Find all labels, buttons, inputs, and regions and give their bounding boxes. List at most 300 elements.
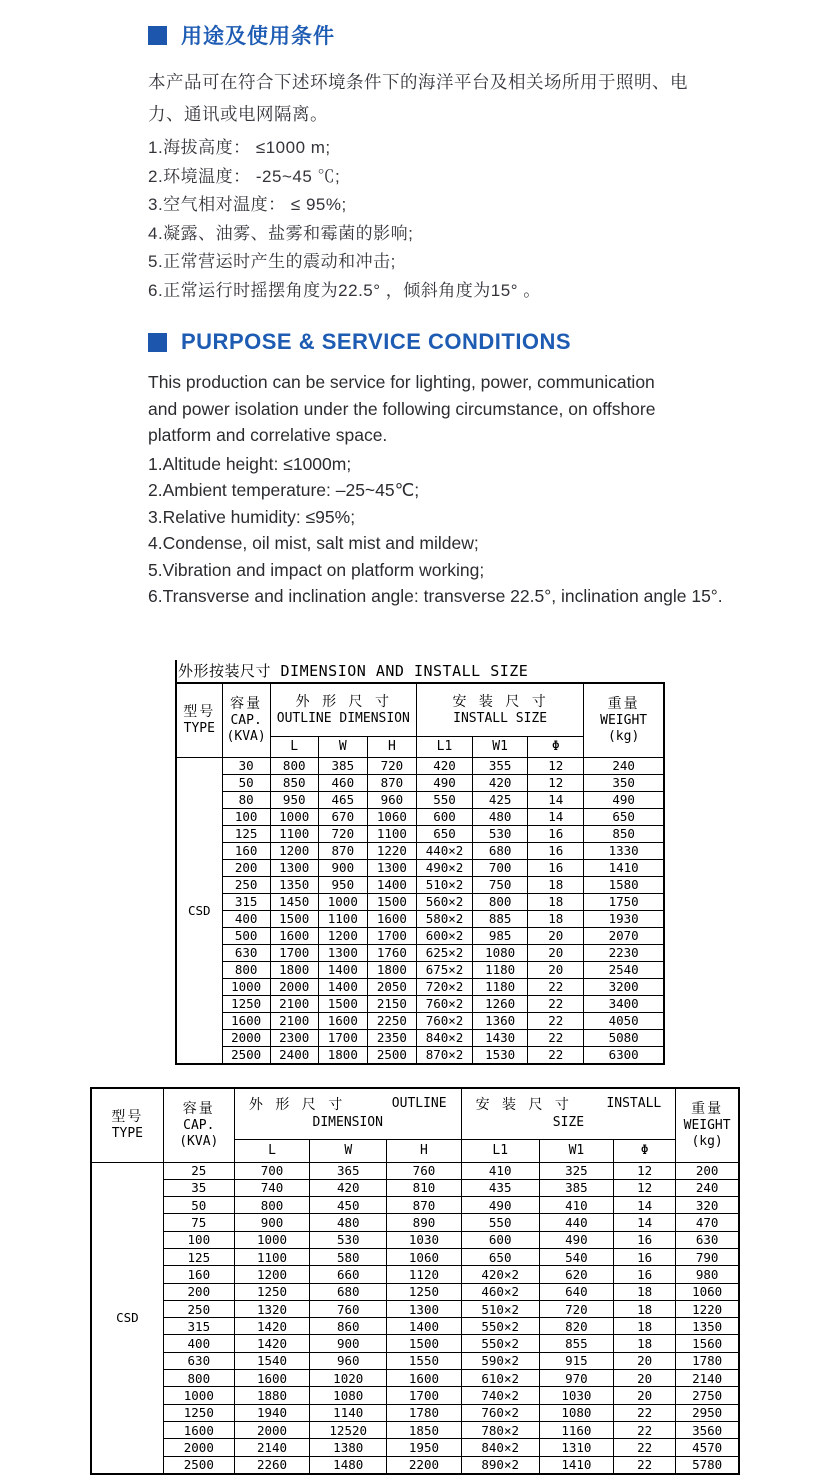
th-outline-dimension: 外 形 尺 寸 OUTLINE DIMENSION xyxy=(270,683,416,737)
table-row xyxy=(91,1456,739,1474)
cell: 740×2 xyxy=(461,1387,539,1404)
cell: 2100 xyxy=(270,995,318,1012)
cell: 780×2 xyxy=(461,1421,539,1438)
cell: 350 xyxy=(584,774,664,791)
cell: 675×2 xyxy=(416,961,472,978)
cell: 2500 xyxy=(163,1456,234,1474)
cell: 490 xyxy=(584,791,664,808)
th-outline-dimension: 外 形 尺 寸 OUTLINE DIMENSION xyxy=(234,1088,461,1140)
cell: 1080 xyxy=(539,1404,613,1421)
cell: 1100 xyxy=(318,910,367,927)
cell: 12520 xyxy=(310,1421,387,1438)
table-row xyxy=(176,893,664,910)
cell: 1000 xyxy=(222,978,270,995)
cell: 600×2 xyxy=(416,927,472,944)
cell: 16 xyxy=(528,842,584,859)
cell: 2100 xyxy=(270,1012,318,1029)
cell: 18 xyxy=(614,1318,676,1335)
cell: 1410 xyxy=(539,1456,613,1474)
table-row xyxy=(176,1029,664,1046)
th-capacity: 容量 CAP. (KVA) xyxy=(163,1088,234,1163)
cell: 1060 xyxy=(676,1283,739,1300)
cell: 22 xyxy=(528,1012,584,1029)
th-L1: L1 xyxy=(461,1139,539,1162)
cell: 1700 xyxy=(270,944,318,961)
cell: 75 xyxy=(163,1214,234,1231)
cell: 18 xyxy=(528,893,584,910)
list-item: 6.Transverse and inclination angle: transverse 22.5°, inclination angle 15°. xyxy=(148,586,723,606)
cell: 20 xyxy=(614,1352,676,1369)
cell: 420 xyxy=(416,757,472,774)
cell: 970 xyxy=(539,1370,613,1387)
cell: 1420 xyxy=(234,1318,309,1335)
table-row xyxy=(176,1046,664,1064)
cell: 1020 xyxy=(310,1370,387,1387)
cell: 620 xyxy=(539,1266,613,1283)
cell: 480 xyxy=(310,1214,387,1231)
cell: 740 xyxy=(234,1179,309,1196)
cell: 950 xyxy=(270,791,318,808)
cell: 1500 xyxy=(387,1335,461,1352)
cell: 1700 xyxy=(367,927,416,944)
table-row xyxy=(91,1318,739,1335)
cell: 1400 xyxy=(367,876,416,893)
cell: 400 xyxy=(163,1335,234,1352)
cell: 1800 xyxy=(270,961,318,978)
cell: 22 xyxy=(614,1421,676,1438)
cell: 4570 xyxy=(676,1439,739,1456)
cell: 5780 xyxy=(676,1456,739,1474)
cell: 870×2 xyxy=(416,1046,472,1064)
cell: 1180 xyxy=(473,978,528,995)
cell: 14 xyxy=(614,1214,676,1231)
cell: 1420 xyxy=(234,1335,309,1352)
table-row xyxy=(91,1421,739,1438)
cell: 840×2 xyxy=(416,1029,472,1046)
cell: 1450 xyxy=(270,893,318,910)
cell: 720 xyxy=(367,757,416,774)
cell: 12 xyxy=(528,774,584,791)
cell: 1300 xyxy=(318,944,367,961)
cell: 385 xyxy=(318,757,367,774)
cell: 650 xyxy=(584,808,664,825)
cell: 540 xyxy=(539,1248,613,1265)
cell: 630 xyxy=(676,1231,739,1248)
cell: 1100 xyxy=(367,825,416,842)
cell: 14 xyxy=(528,808,584,825)
cell: 1500 xyxy=(270,910,318,927)
cell: 100 xyxy=(222,808,270,825)
table-row xyxy=(176,757,664,774)
table-row xyxy=(91,1162,739,1179)
table-row xyxy=(176,961,664,978)
table-row xyxy=(91,1352,739,1369)
dimension-table-2-wrap xyxy=(90,1087,740,1475)
cell: 1940 xyxy=(234,1404,309,1421)
cell: 1180 xyxy=(473,961,528,978)
cell: 550 xyxy=(416,791,472,808)
cell: 2140 xyxy=(234,1439,309,1456)
cell: 2050 xyxy=(367,978,416,995)
th-L: L xyxy=(234,1139,309,1162)
table-row xyxy=(176,978,664,995)
cell: 985 xyxy=(473,927,528,944)
cell: 2750 xyxy=(676,1387,739,1404)
cell: 1300 xyxy=(367,859,416,876)
th-install-size: 安 装 尺 寸 INSTALL SIZE xyxy=(416,683,583,737)
table-row xyxy=(176,1012,664,1029)
type-cell: CSD xyxy=(176,757,222,1064)
dimension-table-2 xyxy=(90,1087,740,1475)
section-header-cn xyxy=(148,20,830,50)
cell: 1350 xyxy=(676,1318,739,1335)
cell: 915 xyxy=(539,1352,613,1369)
cell: 870 xyxy=(318,842,367,859)
cell: 22 xyxy=(614,1456,676,1474)
cell: 440×2 xyxy=(416,842,472,859)
table-row xyxy=(176,825,664,842)
cell: 630 xyxy=(222,944,270,961)
cell: 850 xyxy=(270,774,318,791)
table-row xyxy=(176,876,664,893)
th-L: L xyxy=(270,736,318,757)
cell: 1000 xyxy=(318,893,367,910)
cell: 1320 xyxy=(234,1300,309,1317)
cell: 20 xyxy=(614,1370,676,1387)
cell: 660 xyxy=(310,1266,387,1283)
cell: 800 xyxy=(234,1197,309,1214)
cell: 1600 xyxy=(163,1421,234,1438)
table-row xyxy=(176,859,664,876)
th-type: 型号 TYPE xyxy=(176,683,222,758)
th-L1: L1 xyxy=(416,736,472,757)
table-row xyxy=(91,1387,739,1404)
cell: 1060 xyxy=(367,808,416,825)
cell: 355 xyxy=(473,757,528,774)
th-type: 型号 TYPE xyxy=(91,1088,163,1163)
table-row xyxy=(91,1197,739,1214)
cell: 22 xyxy=(528,978,584,995)
cell: 1300 xyxy=(387,1300,461,1317)
cell: 470 xyxy=(676,1214,739,1231)
cell: 1380 xyxy=(310,1439,387,1456)
th-W: W xyxy=(310,1139,387,1162)
cell: 250 xyxy=(222,876,270,893)
cell: 18 xyxy=(528,876,584,893)
cell: 2950 xyxy=(676,1404,739,1421)
cell: 760 xyxy=(387,1162,461,1179)
cell: 2140 xyxy=(676,1370,739,1387)
cell: 650 xyxy=(461,1248,539,1265)
table-row xyxy=(176,791,664,808)
cell: 1000 xyxy=(234,1231,309,1248)
cell: 1930 xyxy=(584,910,664,927)
cell: 1080 xyxy=(310,1387,387,1404)
cell: 22 xyxy=(528,995,584,1012)
cell: 490 xyxy=(461,1197,539,1214)
cell: 840×2 xyxy=(461,1439,539,1456)
cell: 12 xyxy=(528,757,584,774)
table-row xyxy=(176,842,664,859)
cell: 1700 xyxy=(318,1029,367,1046)
cell: 50 xyxy=(222,774,270,791)
table-row xyxy=(91,1179,739,1196)
cell: 1060 xyxy=(387,1248,461,1265)
cell: 1260 xyxy=(473,995,528,1012)
table-row xyxy=(91,1214,739,1231)
table-row xyxy=(176,944,664,961)
table-row xyxy=(91,1248,739,1265)
table-row xyxy=(176,995,664,1012)
cell: 1700 xyxy=(387,1387,461,1404)
cell: 1850 xyxy=(387,1421,461,1438)
cell: 420 xyxy=(473,774,528,791)
table1-body xyxy=(176,757,664,1064)
cell: 2250 xyxy=(367,1012,416,1029)
cell: 480 xyxy=(473,808,528,825)
cell: 1600 xyxy=(367,910,416,927)
cell: 240 xyxy=(584,757,664,774)
cell: 510×2 xyxy=(461,1300,539,1317)
cell: 900 xyxy=(318,859,367,876)
cell: 800 xyxy=(163,1370,234,1387)
cell: 1880 xyxy=(234,1387,309,1404)
cell: 14 xyxy=(528,791,584,808)
cell: 100 xyxy=(163,1231,234,1248)
cell: 2500 xyxy=(222,1046,270,1064)
cell: 670 xyxy=(318,808,367,825)
cell: 760×2 xyxy=(416,995,472,1012)
cell: 2070 xyxy=(584,927,664,944)
cell: 18 xyxy=(614,1300,676,1317)
cell: 530 xyxy=(310,1231,387,1248)
th-W1: W1 xyxy=(539,1139,613,1162)
cell: 250 xyxy=(163,1300,234,1317)
cell: 760×2 xyxy=(416,1012,472,1029)
cell: 2200 xyxy=(387,1456,461,1474)
table1-title: 外形按装尺寸 DIMENSION AND INSTALL SIZE xyxy=(175,660,665,682)
cell: 680 xyxy=(473,842,528,859)
cell: 240 xyxy=(676,1179,739,1196)
cell: 1540 xyxy=(234,1352,309,1369)
cell: 1030 xyxy=(387,1231,461,1248)
cell: 410 xyxy=(461,1162,539,1179)
cell: 1080 xyxy=(473,944,528,961)
cell: 1120 xyxy=(387,1266,461,1283)
cell: 20 xyxy=(528,961,584,978)
cell: 1950 xyxy=(387,1439,461,1456)
cell: 2350 xyxy=(367,1029,416,1046)
cell: 2400 xyxy=(270,1046,318,1064)
cell: 20 xyxy=(528,927,584,944)
table-row xyxy=(176,808,664,825)
cell: 25 xyxy=(163,1162,234,1179)
cell: 1760 xyxy=(367,944,416,961)
cell: 16 xyxy=(614,1248,676,1265)
list-item: 1.Altitude height: ≤1000m; xyxy=(148,453,352,474)
cell: 700 xyxy=(473,859,528,876)
th-phi: Φ xyxy=(528,736,584,757)
cell: 3560 xyxy=(676,1421,739,1438)
intro-paragraph-en: This production can be service for lighting, power, communication and power isolation under the following circumstance, on offshore platform and correlative space. xyxy=(148,372,656,445)
list-item: 4.凝露、油雾、盐雾和霉菌的影响; xyxy=(148,223,414,243)
cell: 2150 xyxy=(367,995,416,1012)
cell: 1600 xyxy=(222,1012,270,1029)
cell: 30 xyxy=(222,757,270,774)
cell: 410 xyxy=(539,1197,613,1214)
cell: 12 xyxy=(614,1162,676,1179)
cell: 870 xyxy=(387,1197,461,1214)
cell: 810 xyxy=(387,1179,461,1196)
cell: 1200 xyxy=(318,927,367,944)
cell: 1400 xyxy=(318,978,367,995)
cell: 980 xyxy=(676,1266,739,1283)
cell: 1600 xyxy=(270,927,318,944)
table1-header-row xyxy=(176,683,664,737)
cell: 20 xyxy=(528,944,584,961)
list-item: 5.Vibration and impact on platform working; xyxy=(148,559,485,580)
cell: 18 xyxy=(614,1335,676,1352)
table-row xyxy=(91,1231,739,1248)
cell: 1600 xyxy=(318,1012,367,1029)
th-W1: W1 xyxy=(473,736,528,757)
cell: 440 xyxy=(539,1214,613,1231)
cell: 1330 xyxy=(584,842,664,859)
cell: 200 xyxy=(676,1162,739,1179)
cell: 530 xyxy=(473,825,528,842)
cell: 365 xyxy=(310,1162,387,1179)
cell: 760 xyxy=(310,1300,387,1317)
th-H: H xyxy=(387,1139,461,1162)
cell: 1430 xyxy=(473,1029,528,1046)
cell: 1160 xyxy=(539,1421,613,1438)
th-W: W xyxy=(318,736,367,757)
cell: 1200 xyxy=(270,842,318,859)
cell: 1600 xyxy=(234,1370,309,1387)
list-item: 6.正常运行时摇摆角度为22.5° ，倾斜角度为15° 。 xyxy=(148,280,541,300)
table-row xyxy=(176,774,664,791)
table-row xyxy=(91,1404,739,1421)
cell: 16 xyxy=(528,825,584,842)
cell: 1780 xyxy=(676,1352,739,1369)
cell: 4050 xyxy=(584,1012,664,1029)
cell: 125 xyxy=(163,1248,234,1265)
dimension-table-1-wrap xyxy=(175,660,665,1065)
cell: 125 xyxy=(222,825,270,842)
th-capacity: 容量 CAP. (KVA) xyxy=(222,683,270,758)
dimension-table-1 xyxy=(175,682,665,1065)
conditions-list-cn xyxy=(148,134,718,305)
list-item: 4.Condense, oil mist, salt mist and mildew; xyxy=(148,533,479,553)
cell: 1530 xyxy=(473,1046,528,1064)
cell: 5080 xyxy=(584,1029,664,1046)
cell: 1310 xyxy=(539,1439,613,1456)
table2-body xyxy=(91,1162,739,1474)
cell: 890 xyxy=(387,1214,461,1231)
cell: 3200 xyxy=(584,978,664,995)
cell: 1300 xyxy=(270,859,318,876)
table-row xyxy=(91,1335,739,1352)
cell: 1140 xyxy=(310,1404,387,1421)
cell: 2540 xyxy=(584,961,664,978)
cell: 435 xyxy=(461,1179,539,1196)
cell: 700 xyxy=(234,1162,309,1179)
cell: 1500 xyxy=(367,893,416,910)
cell: 1360 xyxy=(473,1012,528,1029)
cell: 1250 xyxy=(234,1283,309,1300)
section-title-en: PURPOSE & SERVICE CONDITIONS xyxy=(181,329,572,354)
list-item: 5.正常营运时产生的震动和冲击; xyxy=(148,252,396,271)
cell: 900 xyxy=(234,1214,309,1231)
section-header-en xyxy=(148,329,830,355)
cell: 1200 xyxy=(234,1266,309,1283)
cell: 12 xyxy=(614,1179,676,1196)
cell: 960 xyxy=(310,1352,387,1369)
cell: 425 xyxy=(473,791,528,808)
cell: 320 xyxy=(676,1197,739,1214)
cell: 22 xyxy=(528,1029,584,1046)
cell: 1250 xyxy=(222,995,270,1012)
cell: 450 xyxy=(310,1197,387,1214)
cell: 200 xyxy=(163,1283,234,1300)
cell: 460 xyxy=(318,774,367,791)
cell: 1410 xyxy=(584,859,664,876)
cell: 870 xyxy=(367,774,416,791)
cell: 2000 xyxy=(234,1421,309,1438)
cell: 1800 xyxy=(367,961,416,978)
cell: 2000 xyxy=(163,1439,234,1456)
cell: 580 xyxy=(310,1248,387,1265)
cell: 625×2 xyxy=(416,944,472,961)
cell: 2260 xyxy=(234,1456,309,1474)
section-title-cn: 用途及使用条件 xyxy=(181,25,335,48)
cell: 2230 xyxy=(584,944,664,961)
cell: 1350 xyxy=(270,876,318,893)
cell: 490×2 xyxy=(416,859,472,876)
th-install-size: 安 装 尺 寸 INSTALL SIZE xyxy=(461,1088,676,1140)
cell: 790 xyxy=(676,1248,739,1265)
cell: 650 xyxy=(416,825,472,842)
cell: 850 xyxy=(584,825,664,842)
cell: 900 xyxy=(310,1335,387,1352)
cell: 160 xyxy=(163,1266,234,1283)
cell: 6300 xyxy=(584,1046,664,1064)
cell: 1400 xyxy=(318,961,367,978)
cell: 315 xyxy=(222,893,270,910)
cell: 800 xyxy=(222,961,270,978)
cell: 325 xyxy=(539,1162,613,1179)
th-weight: 重量 WEIGHT (kg) xyxy=(676,1088,739,1163)
th-phi: Φ xyxy=(614,1139,676,1162)
cell: 16 xyxy=(614,1266,676,1283)
cell: 22 xyxy=(528,1046,584,1064)
cell: 490 xyxy=(539,1231,613,1248)
table-row xyxy=(176,927,664,944)
conditions-list-en xyxy=(148,451,748,610)
cell: 385 xyxy=(539,1179,613,1196)
cell: 1750 xyxy=(584,893,664,910)
cell: 640 xyxy=(539,1283,613,1300)
cell: 550 xyxy=(461,1214,539,1231)
cell: 510×2 xyxy=(416,876,472,893)
cell: 800 xyxy=(473,893,528,910)
table-row xyxy=(176,910,664,927)
list-item: 2.环境温度： -25~45 ℃; xyxy=(148,166,341,186)
cell: 35 xyxy=(163,1179,234,1196)
section-marker-icon xyxy=(148,26,167,45)
cell: 1800 xyxy=(318,1046,367,1064)
section-marker-icon xyxy=(148,333,167,352)
